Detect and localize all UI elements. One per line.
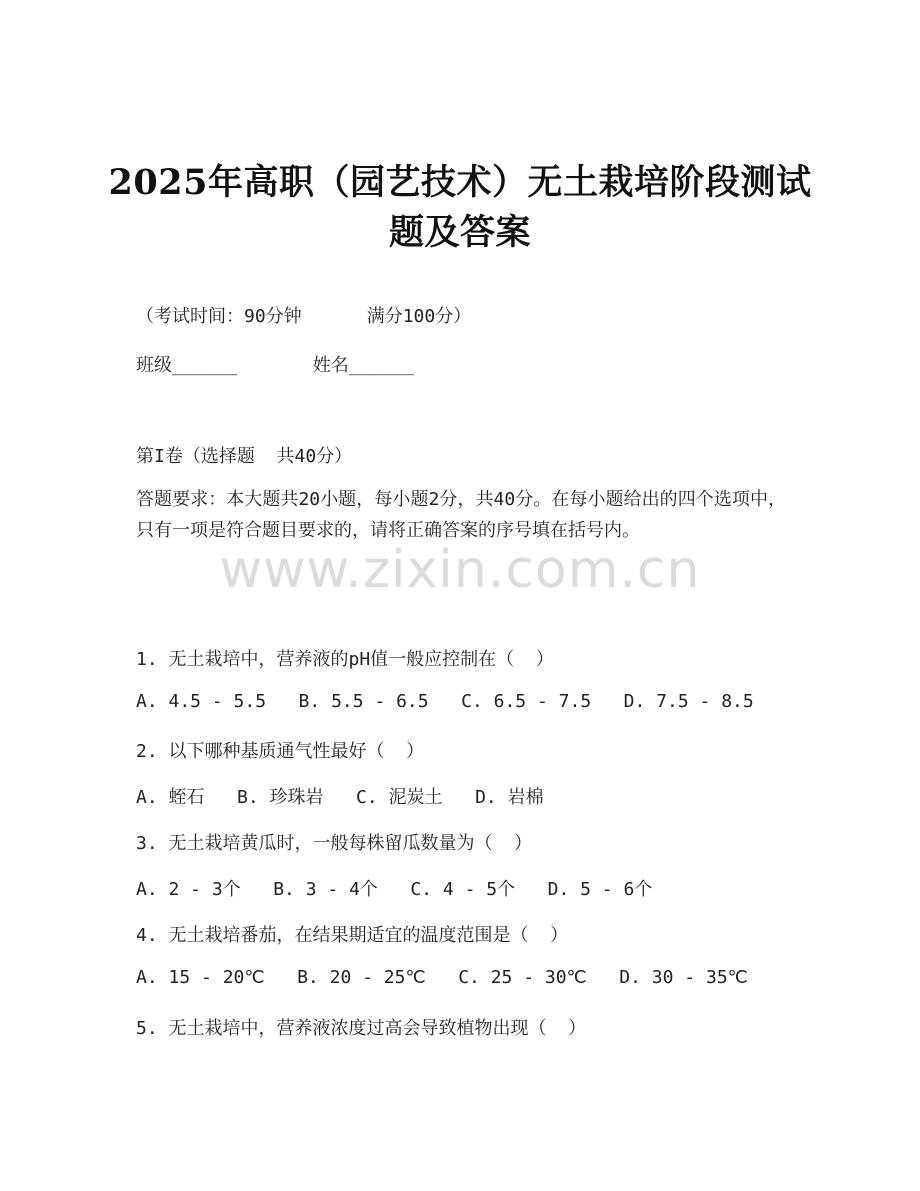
- document-title-line-1: 2025年高职（园艺技术）无土栽培阶段测试: [108, 162, 812, 203]
- question-3-stem: 3. 无土栽培黄瓜时，一般每株留瓜数量为（ ）: [136, 833, 533, 854]
- section-instructions: 答题要求：本大题共20小题，每小题2分，共40分。在每小题给出的四个选项中，只有一项是符合题目要求的，请将正确答案的序号填在括号内。: [136, 489, 786, 541]
- exam-info: （考试时间：90分钟 满分100分）: [136, 306, 472, 327]
- question-4-options: A. 15 - 20℃ B. 20 - 25℃ C. 25 - 30℃ D. 30 - 35℃: [136, 967, 748, 988]
- question-3-options: A. 2 - 3个 B. 3 - 4个 C. 4 - 5个 D. 5 - 6个: [136, 879, 653, 900]
- student-fields: 班级______ 姓名______: [136, 355, 414, 376]
- document-title-line-2: 题及答案: [388, 212, 531, 253]
- question-2-options: A. 蛭石 B. 珍珠岩 C. 泥炭土 D. 岩棉: [136, 787, 544, 808]
- section-heading: 第I卷（选择题 共40分）: [136, 446, 353, 467]
- question-1-options: A. 4.5 - 5.5 B. 5.5 - 6.5 C. 6.5 - 7.5 D. 7.5 - 8.5: [136, 691, 754, 712]
- question-2-stem: 2. 以下哪种基质通气性最好（ ）: [136, 741, 425, 762]
- question-4-stem: 4. 无土栽培番茄，在结果期适宜的温度范围是（ ）: [136, 925, 569, 946]
- question-1-stem: 1. 无土栽培中，营养液的pH值一般应控制在（ ）: [136, 649, 554, 670]
- question-5-stem: 5. 无土栽培中，营养液浓度过高会导致植物出现（ ）: [136, 1018, 587, 1039]
- watermark: www.zixin.com.cn: [219, 540, 701, 600]
